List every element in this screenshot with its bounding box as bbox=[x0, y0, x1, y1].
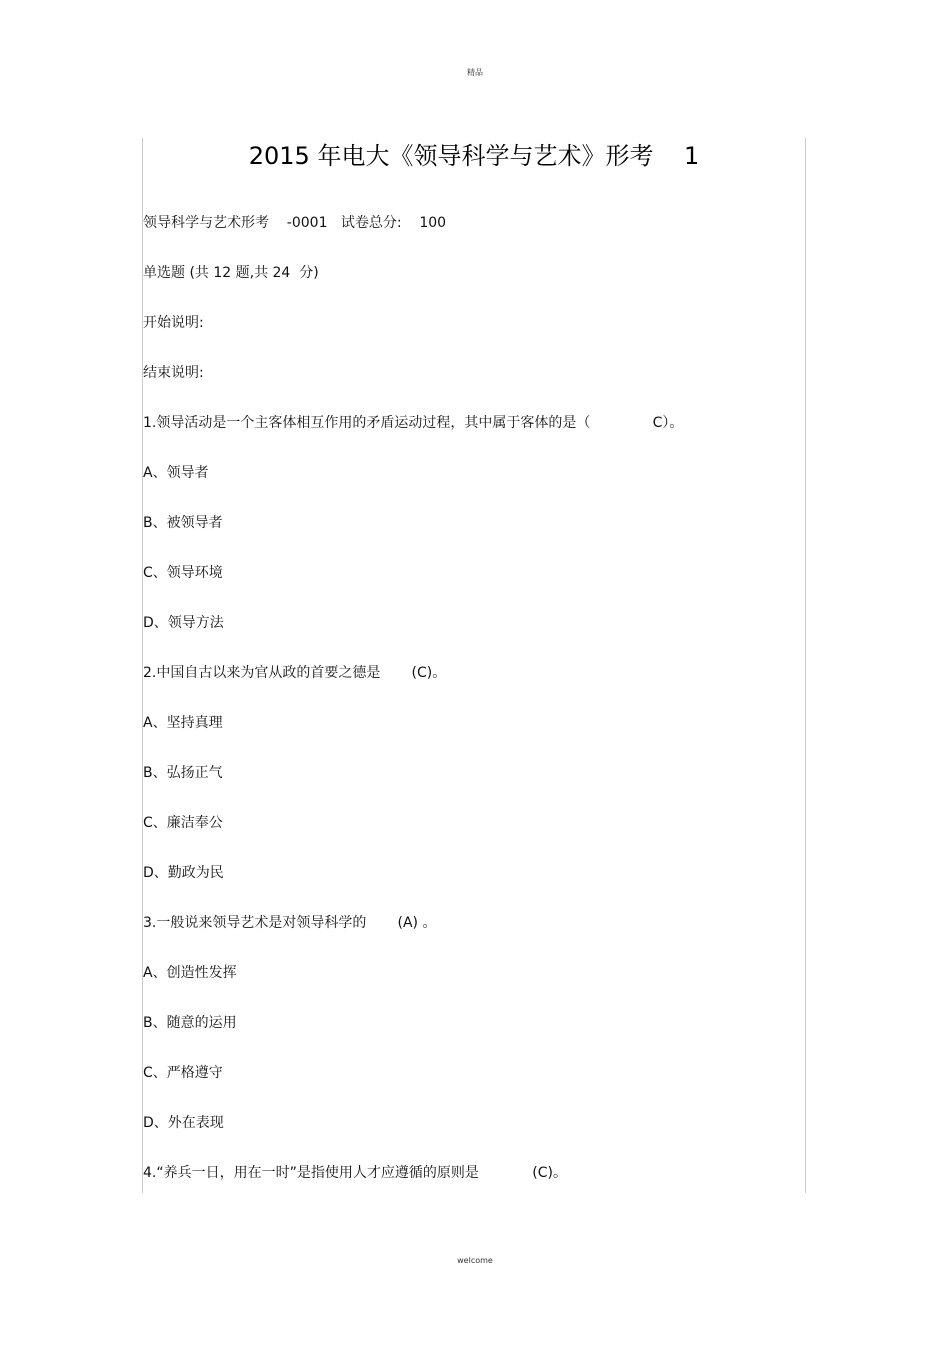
question-1-option-c: C、领导环境 bbox=[143, 565, 223, 581]
question-1: 1.领导活动是一个主客体相互作用的矛盾运动过程，其中属于客体的是（ C）。 bbox=[143, 415, 684, 431]
question-1-option-b: B、被领导者 bbox=[143, 515, 223, 531]
question-1-option-d: D、领导方法 bbox=[143, 615, 224, 631]
question-3-option-c: C、严格遵守 bbox=[143, 1065, 223, 1081]
question-2: 2.中国自古以来为官从政的首要之德是 (C)。 bbox=[143, 665, 447, 681]
page-right-border bbox=[805, 138, 806, 1193]
question-3-option-d: D、外在表现 bbox=[143, 1115, 224, 1131]
question-3: 3.一般说来领导艺术是对领导科学的 (A) 。 bbox=[143, 915, 437, 931]
document-title: 2015 年电大《领导科学与艺术》形考 1 bbox=[248, 142, 700, 170]
question-1-option-a: A、领导者 bbox=[143, 465, 209, 481]
section-heading: 单选题 (共 12 题,共 24 分) bbox=[143, 265, 319, 281]
document-body bbox=[143, 208, 803, 1208]
end-instructions: 结束说明: bbox=[143, 365, 204, 381]
header-watermark: 精品 bbox=[467, 68, 483, 77]
footer-watermark: welcome bbox=[457, 1256, 493, 1265]
exam-info-line: 领导科学与艺术形考 -0001 试卷总分: 100 bbox=[143, 215, 447, 231]
question-2-option-a: A、坚持真理 bbox=[143, 715, 223, 731]
question-2-option-c: C、廉洁奉公 bbox=[143, 815, 223, 831]
question-3-option-a: A、创造性发挥 bbox=[143, 965, 237, 981]
question-2-option-b: B、弘扬正气 bbox=[143, 765, 223, 781]
start-instructions: 开始说明: bbox=[143, 315, 204, 331]
question-2-option-d: D、勤政为民 bbox=[143, 865, 224, 881]
question-3-option-b: B、随意的运用 bbox=[143, 1015, 237, 1031]
question-4: 4.“养兵一日，用在一时”是指使用人才应遵循的原则是 (C)。 bbox=[143, 1165, 567, 1181]
